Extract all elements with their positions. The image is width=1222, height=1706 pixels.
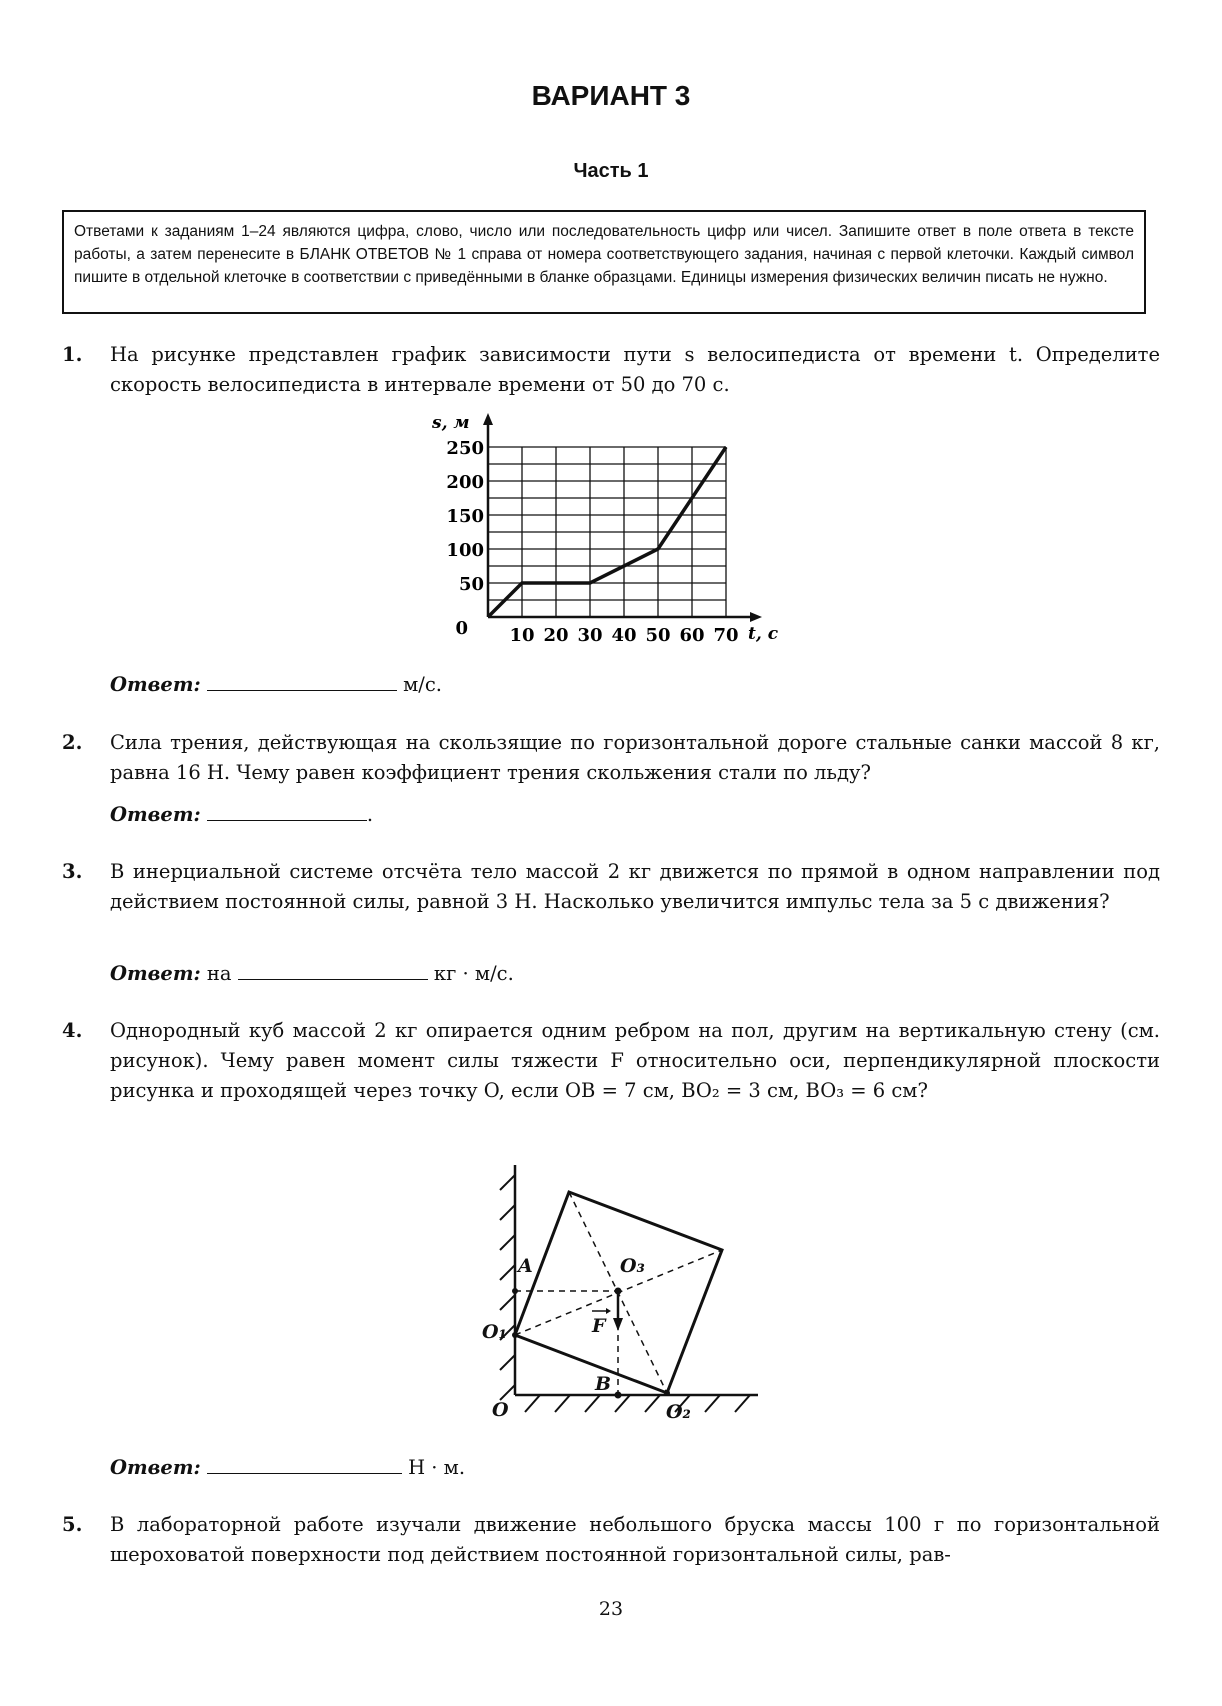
task-number: 4. [62, 1019, 83, 1042]
cube-figure [470, 1150, 770, 1430]
answer-unit: Н · м. [408, 1456, 466, 1479]
task-4 [62, 1016, 1162, 1136]
answer-unit: м/с. [403, 673, 442, 696]
label-o: O [492, 1399, 509, 1421]
y-tick-label: 100 [446, 540, 484, 561]
answer-label: Ответ: [110, 673, 201, 696]
x-tick-label: 60 [679, 625, 705, 646]
point-o3 [615, 1288, 622, 1295]
instructions-text: Ответами к заданиям 1–24 являются цифра, слово, число или последовательность цифр или чисел. Запишите ответ в поле ответа в тексте работы, а затем перенесите в БЛАНК ОТВЕТОВ № 1 справа от номера соответствующего задания, начиная с первой клеточки. Каждый символ пишите в отдельной клеточке в соответствии с приведёнными в бланке образцами. Единицы измерения физических величин писать не нужно. [74, 223, 1134, 286]
answer-prefix: на [206, 962, 232, 985]
point-o2 [664, 1390, 670, 1396]
part-title: Часть 1 [573, 160, 649, 182]
y-tick-label: 200 [446, 472, 484, 493]
x-tick-label: 20 [543, 625, 569, 646]
task-text: Сила трения, действующая на скользящие по горизонтальной дороге стальные санки массой 8 кг, равна 16 Н. Чему равен коэффициент трения скольжения стали по льду? [110, 731, 1160, 784]
task-text: В инерциальной системе отсчёта тело массой 2 кг движется по прямой в одном направлении под действием постоянной силы, равной 3 Н. Насколько увеличится импульс тела за 5 с движения? [110, 860, 1160, 913]
y-tick-label: 250 [446, 438, 484, 459]
point-a [512, 1288, 518, 1294]
task-number: 5. [62, 1513, 83, 1536]
answer-unit: . [366, 803, 374, 826]
task-1-answer [110, 672, 442, 696]
label-f: F [592, 1315, 606, 1337]
task-number: 2. [62, 731, 83, 754]
x-tick-label: 30 [577, 625, 603, 646]
task-text: На рисунке представлен график зависимости пути s велосипедиста от времени t. Определите скорость велосипедиста в интервале времени от 50 до 70 с. [110, 343, 1160, 396]
floor-hatching [525, 1395, 750, 1412]
point-b [615, 1392, 622, 1399]
label-o1: O₁ [482, 1321, 507, 1343]
x-tick-label: 10 [509, 625, 535, 646]
task-number: 3. [62, 860, 83, 883]
task-text: В лабораторной работе изучали движение небольшого бруска массы 100 г по горизонтальной шероховатой поверхности под действием постоянной горизонтальной силы, рав- [110, 1513, 1160, 1566]
task-3 [62, 857, 1162, 947]
answer-label: Ответ: [110, 962, 201, 985]
x-tick-label: 50 [645, 625, 671, 646]
y-axis-arrow [483, 413, 493, 425]
answer-field[interactable] [238, 961, 428, 980]
variant-title: ВАРИАНТ 3 [531, 80, 691, 111]
label-a: A [518, 1255, 533, 1277]
distance-time-chart [400, 410, 800, 650]
task-text: Однородный куб массой 2 кг опирается одним ребром на пол, другим на вертикальную стену (см. рисунок). Чему равен момент силы тяжести F относительно оси, перпендикулярной плоскости рисунка и проходящей через точку O, если OB = 7 см, BO₂ = 3 см, BO₃ = 6 см? [110, 1019, 1160, 1102]
y-tick-label: 150 [446, 506, 484, 527]
task-4-answer [110, 1455, 465, 1479]
y-tick-label: 50 [458, 574, 484, 595]
x-tick-label: 40 [611, 625, 637, 646]
task-1 [62, 340, 1162, 400]
x-axis-label: t, с [748, 624, 779, 644]
page-number: 23 [598, 1598, 624, 1620]
task-2-answer [110, 802, 373, 826]
label-o2: O₂ [666, 1401, 691, 1423]
task-3-answer [110, 961, 514, 985]
point-o1 [512, 1332, 518, 1338]
task-5 [62, 1510, 1162, 1570]
x-tick-label: 70 [713, 625, 739, 646]
answer-field[interactable] [207, 802, 367, 821]
f-vector-mark-head [606, 1308, 611, 1314]
answer-label: Ответ: [110, 803, 201, 826]
answer-label: Ответ: [110, 1456, 201, 1479]
x-axis-arrow [750, 612, 762, 622]
label-o3: O₃ [620, 1255, 645, 1277]
answer-unit: кг · м/с. [433, 962, 514, 985]
instructions-box [62, 210, 1146, 314]
task-2 [62, 728, 1162, 788]
answer-field[interactable] [207, 672, 397, 691]
wall-hatching [500, 1175, 515, 1400]
label-b: B [595, 1373, 612, 1395]
y-axis-label: s, м [432, 413, 470, 433]
answer-field[interactable] [207, 1455, 402, 1474]
task-number: 1. [62, 343, 83, 366]
origin-label: 0 [455, 618, 468, 639]
gravity-arrowhead [613, 1318, 623, 1331]
